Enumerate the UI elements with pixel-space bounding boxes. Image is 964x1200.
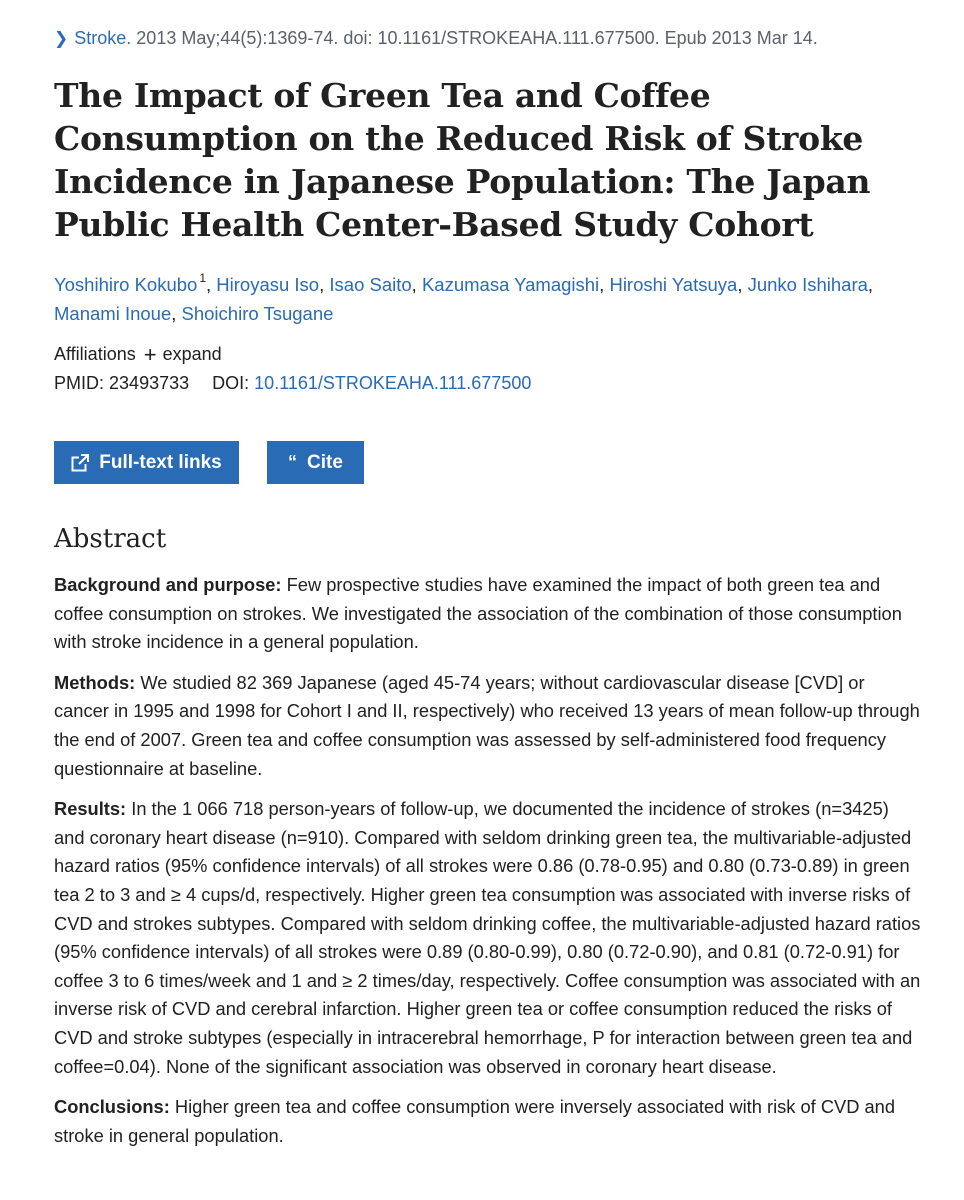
doi-label: DOI: — [212, 373, 250, 393]
author-link[interactable]: Shoichiro Tsugane — [181, 303, 334, 325]
abstract-body — [54, 571, 924, 1162]
section-label: Results: — [54, 798, 127, 820]
identifier-line — [54, 373, 531, 394]
pmid-label: PMID: — [54, 373, 105, 393]
section-label: Background and purpose: — [54, 574, 282, 595]
author-link[interactable]: Junko Ishihara — [747, 274, 868, 296]
affiliation-ref[interactable]: 1 — [199, 271, 206, 285]
chevron-right-icon[interactable]: ❯ — [54, 29, 69, 48]
abstract-heading: Abstract — [54, 524, 167, 554]
author-link[interactable]: Kazumasa Yamagishi — [421, 274, 600, 296]
section-text: Higher green tea and coffee consumption were inversely associated with risk of CVD and stroke in general population. — [54, 1096, 896, 1146]
citation-line — [54, 28, 934, 49]
affiliations-label: Affiliations — [54, 344, 136, 364]
section-text: We studied 82 369 Japanese (aged 45-74 years; without cardiovascular disease [CVD] or cancer in 1995 and 1998 for Cohort I and II, respectively) who received 13 years of mean follow-up through the end of 2007. Green tea and coffee consumption was assessed by self-administered food frequency questionnaire at baseline. — [54, 671, 920, 779]
author-link[interactable]: Hiroshi Yatsuya — [609, 274, 738, 296]
journal-link[interactable]: Stroke. — [74, 28, 132, 48]
abstract-background — [54, 571, 924, 657]
full-text-links-label: Full-text links — [99, 451, 222, 473]
affiliations-expand: expand — [162, 344, 222, 364]
section-label: Methods: — [54, 671, 136, 693]
author-link[interactable]: Isao Saito — [329, 274, 412, 296]
full-text-links-button[interactable] — [54, 441, 239, 484]
section-text: Few prospective studies have examined the impact of both green tea and coffee consumption on strokes. We investigated the association of the combination of those consumption with stroke incidence in a general population. — [54, 574, 902, 653]
plus-icon: + — [143, 342, 157, 367]
abstract-methods — [54, 669, 924, 783]
abstract-results — [54, 795, 924, 1081]
author-link[interactable]: Yoshihiro Kokubo — [54, 274, 198, 296]
author-list: Yoshihiro Kokubo $^1$, Hiroyasu Iso, Isao Saito, Kazumasa Yamagishi, Hiroshi Yatsuya, Junko Ishihara, Manami Inoue, Shoichiro Tsugane — [54, 271, 874, 325]
author-link[interactable]: Manami Inoue — [54, 303, 172, 325]
section-label: Conclusions: — [54, 1096, 170, 1118]
article-title: The Impact of Green Tea and Coffee Consumption on the Reduced Risk of Stroke Incidence in Japanese Population: The Japan Public Health Center-Based Study Cohort — [54, 76, 871, 244]
quote-icon: “ — [288, 452, 298, 472]
citation-details: 2013 May;44(5):1369-74. doi: 10.1161/STROKEAHA.111.677500. Epub 2013 Mar 14. — [136, 28, 818, 48]
pmid-value: 23493733 — [109, 373, 190, 393]
doi-link[interactable]: 10.1161/STROKEAHA.111.677500 — [254, 373, 532, 393]
abstract-conclusions — [54, 1093, 924, 1150]
external-link-icon — [71, 454, 89, 472]
section-text: In the 1 066 718 person-years of follow-up, we documented the incidence of strokes (n=3425) and coronary heart disease (n=910). Compared with seldom drinking green tea, the multivariable-adjusted hazard ratios (95% confidence intervals) of all strokes were 0.86 (0.78-0.95) and 0.80 (0.73-0.89) in green tea 2 to 3 and ≥ 4 cups/d, respectively. Higher green tea consumption was associated with inverse risks of CVD and strokes subtypes. Compared with seldom drinking coffee, the multivariable-adjusted hazard ratios (95% confidence intervals) of all strokes were 0.89 (0.80-0.99), 0.80 (0.72-0.90), and 0.81 (0.72-0.91) for coffee 3 to 6 times/week and 1 and ≥ 2 times/day, respectively. Coffee consumption was associated with an inverse risk of CVD and cerebral infarction. Higher green tea or coffee consumption reduced the risks of CVD and stroke subtypes (especially in intracerebral hemorrhage, P for interaction between green tea and coffee=0.04). None of the significant association was observed in coronary heart disease. — [54, 798, 921, 1077]
affiliations-toggle[interactable] — [54, 340, 222, 366]
author-link[interactable]: Hiroyasu Iso — [216, 274, 320, 296]
cite-button[interactable] — [267, 441, 364, 484]
cite-label: Cite — [307, 451, 343, 473]
